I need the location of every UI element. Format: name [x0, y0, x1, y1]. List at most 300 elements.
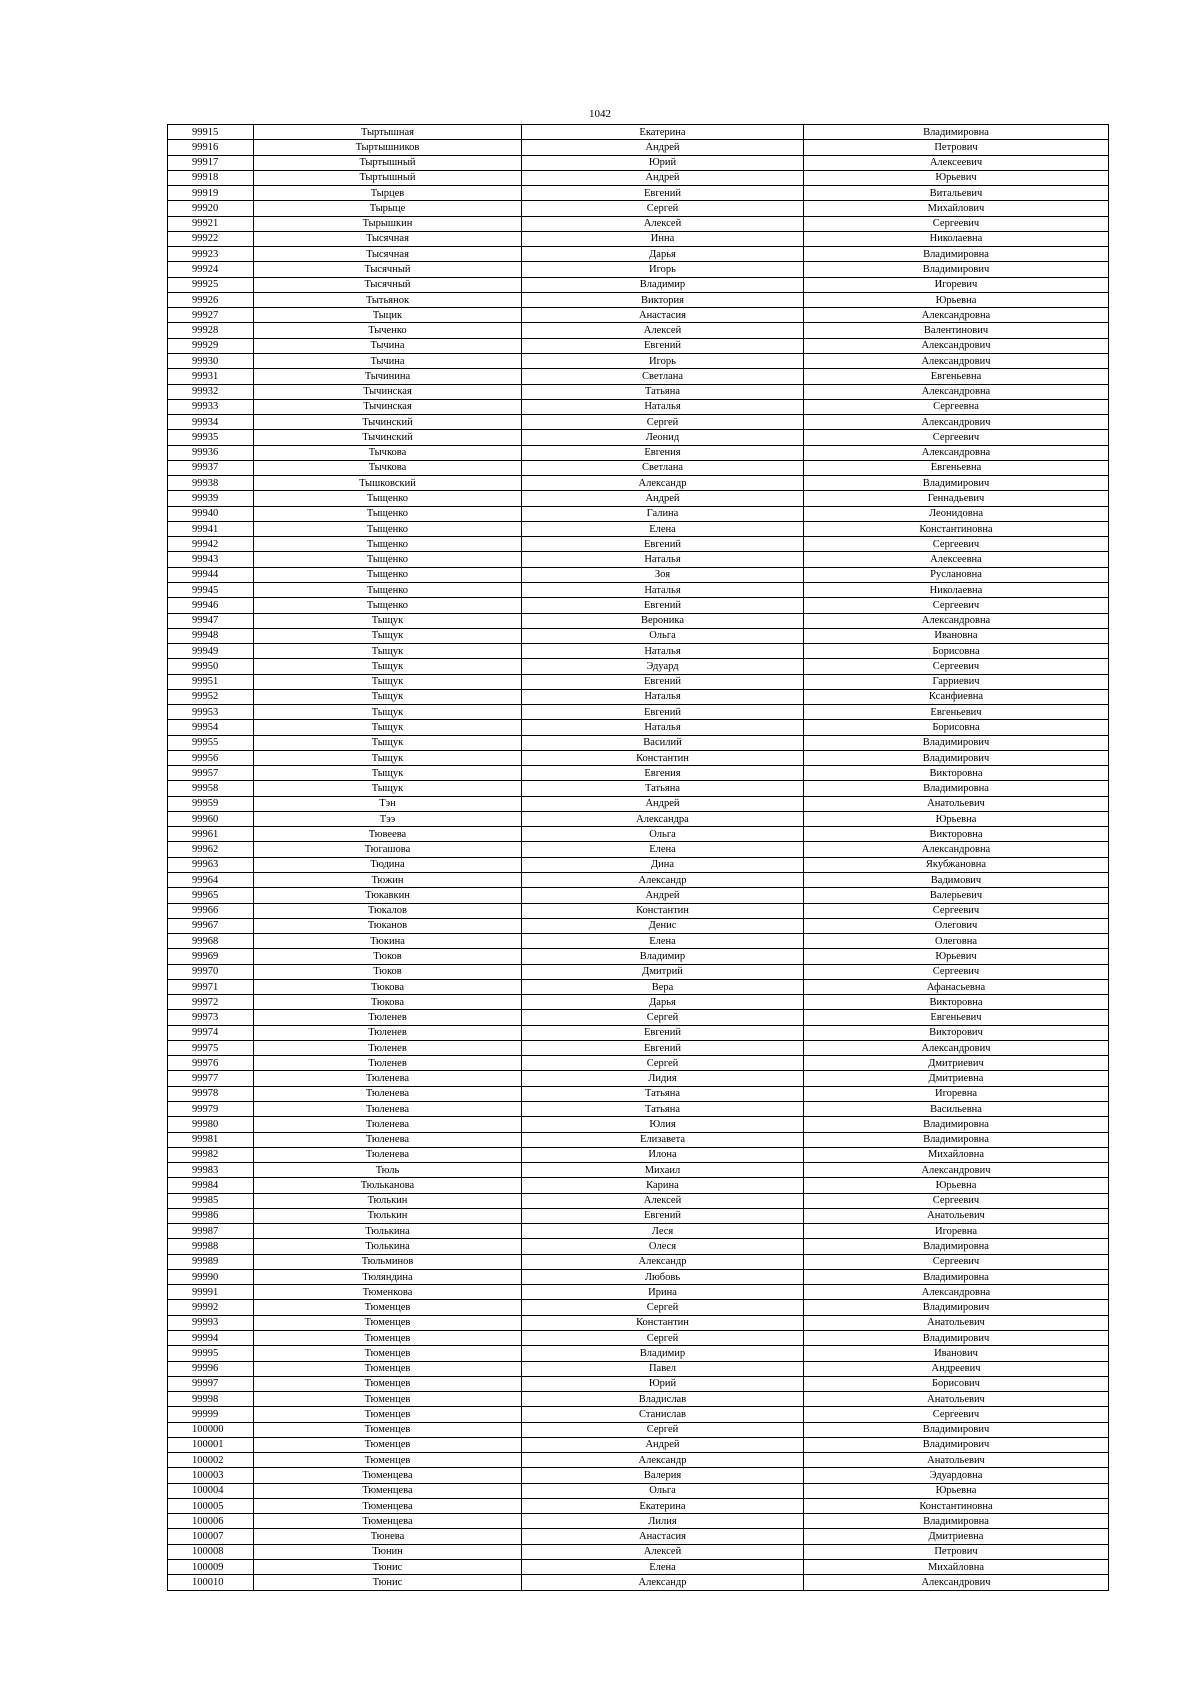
given-name-cell: Зоя [522, 567, 804, 582]
given-name-cell: Ольга [522, 628, 804, 643]
given-name-cell: Валерия [522, 1468, 804, 1483]
patronymic-cell: Владимировна [804, 1269, 1109, 1284]
table-row [168, 506, 1109, 521]
record-number-cell: 99937 [168, 460, 254, 475]
patronymic-cell: Владимировна [804, 247, 1109, 262]
table-row [168, 1178, 1109, 1193]
record-number-cell: 99990 [168, 1269, 254, 1284]
surname-cell: Тюляндина [254, 1269, 522, 1284]
given-name-cell: Александра [522, 811, 804, 826]
patronymic-cell: Владимировна [804, 1132, 1109, 1147]
table-row [168, 140, 1109, 155]
given-name-cell: Леся [522, 1224, 804, 1239]
surname-cell: Тюменцев [254, 1300, 522, 1315]
given-name-cell: Сергей [522, 1330, 804, 1345]
surname-cell: Тырышкин [254, 216, 522, 231]
record-number-cell: 99960 [168, 811, 254, 826]
given-name-cell: Светлана [522, 369, 804, 384]
patronymic-cell: Руслановна [804, 567, 1109, 582]
given-name-cell: Наталья [522, 552, 804, 567]
given-name-cell: Олеся [522, 1239, 804, 1254]
table-row [168, 1071, 1109, 1086]
table-row [168, 262, 1109, 277]
record-number-cell: 99944 [168, 567, 254, 582]
patronymic-cell: Анатольевич [804, 1453, 1109, 1468]
table-row [168, 338, 1109, 353]
patronymic-cell: Иванович [804, 1346, 1109, 1361]
given-name-cell: Евгения [522, 766, 804, 781]
given-name-cell: Сергей [522, 1056, 804, 1071]
table-row [168, 964, 1109, 979]
surname-cell: Тюкавкин [254, 888, 522, 903]
surname-cell: Тюкова [254, 995, 522, 1010]
surname-cell: Тюменцев [254, 1392, 522, 1407]
table-row [168, 1117, 1109, 1132]
given-name-cell: Елена [522, 1559, 804, 1574]
surname-cell: Тюменцев [254, 1437, 522, 1452]
record-number-cell: 99963 [168, 857, 254, 872]
record-number-cell: 99987 [168, 1224, 254, 1239]
table-row [168, 201, 1109, 216]
patronymic-cell: Олеговна [804, 934, 1109, 949]
record-number-cell: 99916 [168, 140, 254, 155]
surname-cell: Тыртышников [254, 140, 522, 155]
surname-cell: Тыцик [254, 308, 522, 323]
record-number-cell: 99956 [168, 750, 254, 765]
patronymic-cell: Александрович [804, 1040, 1109, 1055]
table-row [168, 1422, 1109, 1437]
record-number-cell: 99980 [168, 1117, 254, 1132]
record-number-cell: 99972 [168, 995, 254, 1010]
surname-cell: Тюнис [254, 1559, 522, 1574]
given-name-cell: Инна [522, 231, 804, 246]
table-row [168, 247, 1109, 262]
record-number-cell: 99992 [168, 1300, 254, 1315]
table-row [168, 1300, 1109, 1315]
table-row [168, 521, 1109, 536]
surname-cell: Тыщук [254, 659, 522, 674]
patronymic-cell: Сергеевич [804, 659, 1109, 674]
given-name-cell: Денис [522, 918, 804, 933]
patronymic-cell: Александровна [804, 1285, 1109, 1300]
patronymic-cell: Вадимович [804, 873, 1109, 888]
table-row [168, 689, 1109, 704]
patronymic-cell: Леонидовна [804, 506, 1109, 521]
record-number-cell: 100008 [168, 1544, 254, 1559]
patronymic-cell: Михайловна [804, 1147, 1109, 1162]
record-number-cell: 99973 [168, 1010, 254, 1025]
surname-cell: Тюменцева [254, 1514, 522, 1529]
surname-cell: Тыщук [254, 628, 522, 643]
table-row [168, 1254, 1109, 1269]
record-number-cell: 99991 [168, 1285, 254, 1300]
table-row [168, 216, 1109, 231]
patronymic-cell: Валентинович [804, 323, 1109, 338]
patronymic-cell: Юрьевич [804, 170, 1109, 185]
surname-cell: Тюленева [254, 1117, 522, 1132]
patronymic-cell: Анатольевич [804, 1315, 1109, 1330]
patronymic-cell: Константиновна [804, 1498, 1109, 1513]
record-number-cell: 99915 [168, 125, 254, 140]
table-row [168, 1269, 1109, 1284]
surname-cell: Тыщук [254, 781, 522, 796]
record-number-cell: 99935 [168, 430, 254, 445]
patronymic-cell: Евгеньевна [804, 460, 1109, 475]
table-row [168, 811, 1109, 826]
record-number-cell: 100001 [168, 1437, 254, 1452]
surname-cell: Тюнева [254, 1529, 522, 1544]
record-number-cell: 99949 [168, 644, 254, 659]
patronymic-cell: Борисович [804, 1376, 1109, 1391]
patronymic-cell: Сергеевич [804, 598, 1109, 613]
table-row [168, 1514, 1109, 1529]
table-row [168, 430, 1109, 445]
record-number-cell: 99955 [168, 735, 254, 750]
patronymic-cell: Ксанфиевна [804, 689, 1109, 704]
given-name-cell: Любовь [522, 1269, 804, 1284]
patronymic-cell: Олегович [804, 918, 1109, 933]
surname-cell: Тюленев [254, 1025, 522, 1040]
patronymic-cell: Владимировна [804, 1239, 1109, 1254]
surname-cell: Тыщенко [254, 552, 522, 567]
surname-cell: Тыщенко [254, 521, 522, 536]
patronymic-cell: Владимирович [804, 262, 1109, 277]
surname-cell: Тюленев [254, 1056, 522, 1071]
given-name-cell: Светлана [522, 460, 804, 475]
table-row [168, 934, 1109, 949]
record-number-cell: 99958 [168, 781, 254, 796]
patronymic-cell: Петрович [804, 1544, 1109, 1559]
patronymic-cell: Валерьевич [804, 888, 1109, 903]
patronymic-cell: Александровна [804, 613, 1109, 628]
patronymic-cell: Владимирович [804, 1422, 1109, 1437]
given-name-cell: Евгений [522, 186, 804, 201]
given-name-cell: Алексей [522, 1544, 804, 1559]
table-row [168, 353, 1109, 368]
record-number-cell: 99939 [168, 491, 254, 506]
surname-cell: Тюленев [254, 1010, 522, 1025]
given-name-cell: Дина [522, 857, 804, 872]
record-number-cell: 99981 [168, 1132, 254, 1147]
given-name-cell: Вера [522, 979, 804, 994]
table-row [168, 231, 1109, 246]
given-name-cell: Евгений [522, 705, 804, 720]
record-number-cell: 99968 [168, 934, 254, 949]
given-name-cell: Евгения [522, 445, 804, 460]
given-name-cell: Евгений [522, 598, 804, 613]
patronymic-cell: Владимировна [804, 781, 1109, 796]
table-row [168, 842, 1109, 857]
surname-cell: Тычина [254, 338, 522, 353]
table-row [168, 674, 1109, 689]
table-row [168, 827, 1109, 842]
record-number-cell: 99969 [168, 949, 254, 964]
table-row [168, 1361, 1109, 1376]
given-name-cell: Ирина [522, 1285, 804, 1300]
record-number-cell: 99959 [168, 796, 254, 811]
given-name-cell: Наталья [522, 689, 804, 704]
record-number-cell: 99930 [168, 353, 254, 368]
given-name-cell: Евгений [522, 1025, 804, 1040]
surname-cell: Тыртышная [254, 125, 522, 140]
patronymic-cell: Сергеевна [804, 399, 1109, 414]
record-number-cell: 99954 [168, 720, 254, 735]
given-name-cell: Татьяна [522, 781, 804, 796]
patronymic-cell: Эдуардовна [804, 1468, 1109, 1483]
record-number-cell: 99946 [168, 598, 254, 613]
surname-cell: Тыщенко [254, 506, 522, 521]
given-name-cell: Константин [522, 903, 804, 918]
surname-cell: Тыщенко [254, 567, 522, 582]
given-name-cell: Алексей [522, 323, 804, 338]
surname-cell: Тычкова [254, 460, 522, 475]
record-number-cell: 99996 [168, 1361, 254, 1376]
surname-cell: Тюлькина [254, 1239, 522, 1254]
patronymic-cell: Дмитриевна [804, 1071, 1109, 1086]
given-name-cell: Алексей [522, 1193, 804, 1208]
surname-cell: Тыщук [254, 735, 522, 750]
table-row [168, 979, 1109, 994]
table-row [168, 1529, 1109, 1544]
surname-cell: Тюлькин [254, 1208, 522, 1223]
record-number-cell: 99951 [168, 674, 254, 689]
record-number-cell: 99933 [168, 399, 254, 414]
given-name-cell: Евгений [522, 1208, 804, 1223]
record-number-cell: 99998 [168, 1392, 254, 1407]
record-number-cell: 99995 [168, 1346, 254, 1361]
table-row [168, 567, 1109, 582]
record-number-cell: 99967 [168, 918, 254, 933]
patronymic-cell: Сергеевич [804, 964, 1109, 979]
record-number-cell: 99922 [168, 231, 254, 246]
surname-cell: Тычкова [254, 445, 522, 460]
given-name-cell: Андрей [522, 140, 804, 155]
surname-cell: Тыщук [254, 674, 522, 689]
patronymic-cell: Якубжановна [804, 857, 1109, 872]
record-number-cell: 99970 [168, 964, 254, 979]
patronymic-cell: Борисовна [804, 720, 1109, 735]
record-number-cell: 100006 [168, 1514, 254, 1529]
surname-cell: Тыщук [254, 750, 522, 765]
record-number-cell: 99984 [168, 1178, 254, 1193]
given-name-cell: Дмитрий [522, 964, 804, 979]
given-name-cell: Наталья [522, 582, 804, 597]
patronymic-cell: Александровна [804, 842, 1109, 857]
table-row [168, 384, 1109, 399]
surname-cell: Тысячная [254, 231, 522, 246]
record-number-cell: 99961 [168, 827, 254, 842]
table-row [168, 1437, 1109, 1452]
surname-cell: Тюменцев [254, 1315, 522, 1330]
table-row [168, 1163, 1109, 1178]
table-row [168, 1147, 1109, 1162]
patronymic-cell: Сергеевич [804, 1254, 1109, 1269]
record-number-cell: 99931 [168, 369, 254, 384]
given-name-cell: Карина [522, 1178, 804, 1193]
given-name-cell: Евгений [522, 674, 804, 689]
table-row [168, 277, 1109, 292]
surname-cell: Тюменцев [254, 1422, 522, 1437]
given-name-cell: Наталья [522, 644, 804, 659]
patronymic-cell: Андреевич [804, 1361, 1109, 1376]
surname-cell: Тюкина [254, 934, 522, 949]
surname-cell: Тюленева [254, 1086, 522, 1101]
given-name-cell: Игорь [522, 353, 804, 368]
patronymic-cell: Юрьевич [804, 949, 1109, 964]
given-name-cell: Александр [522, 1254, 804, 1269]
given-name-cell: Татьяна [522, 384, 804, 399]
surname-cell: Тээ [254, 811, 522, 826]
given-name-cell: Елена [522, 934, 804, 949]
table-row [168, 292, 1109, 307]
patronymic-cell: Игоревна [804, 1224, 1109, 1239]
given-name-cell: Андрей [522, 170, 804, 185]
given-name-cell: Сергей [522, 201, 804, 216]
surname-cell: Тыщук [254, 689, 522, 704]
patronymic-cell: Игоревич [804, 277, 1109, 292]
given-name-cell: Елизавета [522, 1132, 804, 1147]
record-number-cell: 99976 [168, 1056, 254, 1071]
given-name-cell: Лилия [522, 1514, 804, 1529]
patronymic-cell: Александрович [804, 1163, 1109, 1178]
surname-cell: Тырцев [254, 186, 522, 201]
given-name-cell: Сергей [522, 1300, 804, 1315]
given-name-cell: Александр [522, 873, 804, 888]
patronymic-cell: Сергеевич [804, 216, 1109, 231]
given-name-cell: Александр [522, 476, 804, 491]
patronymic-cell: Александровна [804, 445, 1109, 460]
patronymic-cell: Александрович [804, 415, 1109, 430]
surname-cell: Тюков [254, 964, 522, 979]
table-row [168, 323, 1109, 338]
table-row [168, 445, 1109, 460]
table-row [168, 1544, 1109, 1559]
table-row [168, 1208, 1109, 1223]
record-number-cell: 99962 [168, 842, 254, 857]
record-number-cell: 99975 [168, 1040, 254, 1055]
patronymic-cell: Евгеньевич [804, 1010, 1109, 1025]
patronymic-cell: Александровна [804, 384, 1109, 399]
table-row [168, 644, 1109, 659]
surname-cell: Тыщук [254, 644, 522, 659]
given-name-cell: Евгений [522, 338, 804, 353]
record-number-cell: 99938 [168, 476, 254, 491]
surname-cell: Тыщук [254, 705, 522, 720]
table-row [168, 308, 1109, 323]
record-number-cell: 99985 [168, 1193, 254, 1208]
given-name-cell: Татьяна [522, 1102, 804, 1117]
patronymic-cell: Александровна [804, 308, 1109, 323]
surname-cell: Тычинский [254, 415, 522, 430]
table-row [168, 1239, 1109, 1254]
record-number-cell: 99966 [168, 903, 254, 918]
table-row [168, 1392, 1109, 1407]
given-name-cell: Василий [522, 735, 804, 750]
given-name-cell: Сергей [522, 1422, 804, 1437]
given-name-cell: Илона [522, 1147, 804, 1162]
patronymic-cell: Алексеевна [804, 552, 1109, 567]
patronymic-cell: Васильевна [804, 1102, 1109, 1117]
record-number-cell: 99974 [168, 1025, 254, 1040]
table-row [168, 598, 1109, 613]
patronymic-cell: Александрович [804, 338, 1109, 353]
patronymic-cell: Александрович [804, 1575, 1109, 1590]
table-row [168, 918, 1109, 933]
table-row [168, 1407, 1109, 1422]
surname-cell: Тюленева [254, 1147, 522, 1162]
given-name-cell: Дарья [522, 247, 804, 262]
patronymic-cell: Евгеньевна [804, 369, 1109, 384]
given-name-cell: Татьяна [522, 1086, 804, 1101]
record-number-cell: 99929 [168, 338, 254, 353]
surname-cell: Тычина [254, 353, 522, 368]
patronymic-cell: Владимирович [804, 1300, 1109, 1315]
given-name-cell: Юрий [522, 1376, 804, 1391]
record-number-cell: 99950 [168, 659, 254, 674]
table-row [168, 857, 1109, 872]
record-number-cell: 99923 [168, 247, 254, 262]
record-number-cell: 99994 [168, 1330, 254, 1345]
given-name-cell: Андрей [522, 888, 804, 903]
given-name-cell: Станислав [522, 1407, 804, 1422]
surname-cell: Тэн [254, 796, 522, 811]
table-row [168, 170, 1109, 185]
record-number-cell: 99940 [168, 506, 254, 521]
record-number-cell: 99957 [168, 766, 254, 781]
page-number: 1042 [589, 108, 611, 120]
table-row [168, 1483, 1109, 1498]
table-row [168, 1330, 1109, 1345]
patronymic-cell: Александрович [804, 353, 1109, 368]
patronymic-cell: Юрьевна [804, 292, 1109, 307]
surname-cell: Тыщенко [254, 582, 522, 597]
given-name-cell: Михаил [522, 1163, 804, 1178]
surname-cell: Тюменцев [254, 1407, 522, 1422]
record-number-cell: 100004 [168, 1483, 254, 1498]
record-number-cell: 99932 [168, 384, 254, 399]
surname-cell: Тюменцева [254, 1498, 522, 1513]
patronymic-cell: Юрьевна [804, 811, 1109, 826]
record-number-cell: 99999 [168, 1407, 254, 1422]
given-name-cell: Владислав [522, 1392, 804, 1407]
table-row [168, 1010, 1109, 1025]
record-number-cell: 99989 [168, 1254, 254, 1269]
patronymic-cell: Константиновна [804, 521, 1109, 536]
table-row [168, 888, 1109, 903]
record-number-cell: 100002 [168, 1453, 254, 1468]
table-row [168, 613, 1109, 628]
record-number-cell: 100009 [168, 1559, 254, 1574]
table-row [168, 766, 1109, 781]
patronymic-cell: Владимирович [804, 750, 1109, 765]
table-row [168, 750, 1109, 765]
table-row [168, 705, 1109, 720]
record-number-cell: 99924 [168, 262, 254, 277]
surname-cell: Тыщук [254, 766, 522, 781]
patronymic-cell: Михайловна [804, 1559, 1109, 1574]
patronymic-cell: Сергеевич [804, 903, 1109, 918]
table-row [168, 537, 1109, 552]
record-number-cell: 99936 [168, 445, 254, 460]
table-row [168, 1056, 1109, 1071]
surname-cell: Тюгашова [254, 842, 522, 857]
given-name-cell: Наталья [522, 399, 804, 414]
given-name-cell: Анастасия [522, 308, 804, 323]
patronymic-cell: Дмитриевна [804, 1529, 1109, 1544]
given-name-cell: Юлия [522, 1117, 804, 1132]
given-name-cell: Вероника [522, 613, 804, 628]
table-row [168, 491, 1109, 506]
